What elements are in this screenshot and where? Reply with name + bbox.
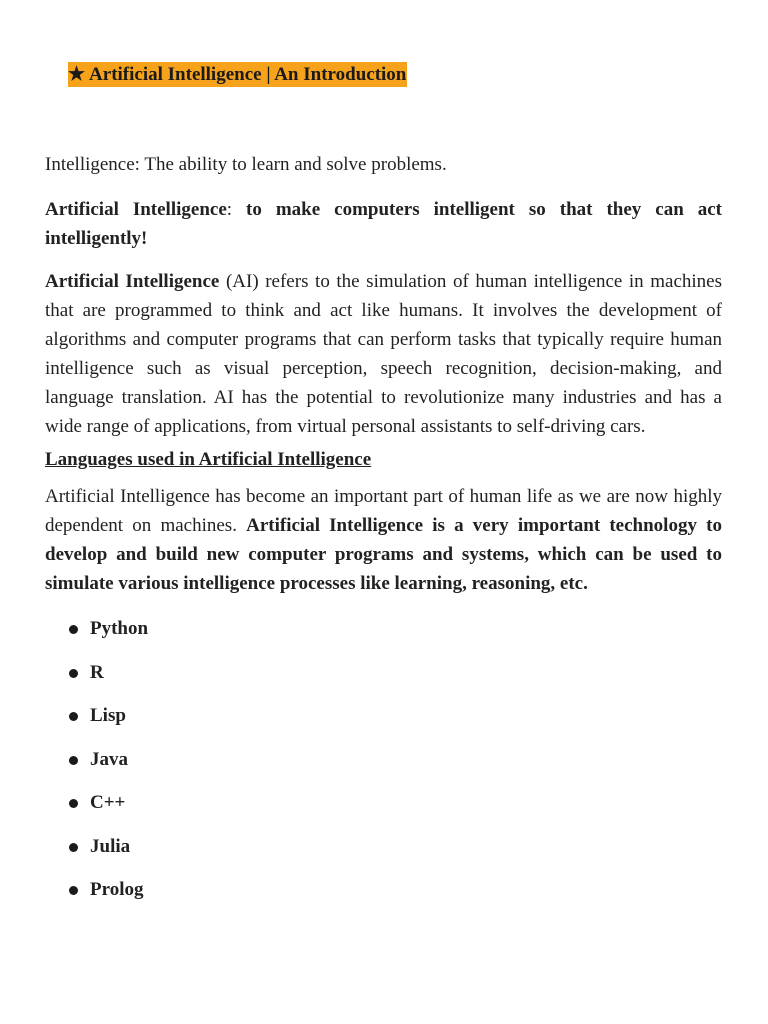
languages-heading: Languages used in Artificial Intelligence <box>45 449 372 470</box>
language-name: Julia <box>90 835 131 857</box>
document-body <box>45 150 722 919</box>
page-title <box>68 62 407 87</box>
list-item <box>45 701 722 745</box>
language-name: Python <box>90 618 149 639</box>
bullet-icon <box>69 669 78 678</box>
intelligence-definition: Intelligence: The ability to learn and solve problems. <box>45 154 447 175</box>
list-item <box>45 832 722 876</box>
bullet-icon <box>69 756 78 765</box>
title-block <box>68 62 407 87</box>
bullet-icon <box>69 886 78 895</box>
languages-intro-bold: Artificial Intelligence is a very important technology to develop and build new computer programs and systems, which can be used to simulate various intelligence processes like learning, reasoning, etc. <box>45 515 722 594</box>
ai-definition-text: to make computers intelligent so that they can act intelligently! <box>45 199 723 249</box>
languages-list <box>45 614 722 919</box>
page-title-text: Artificial Intelligence | An Introduction <box>89 64 407 85</box>
list-item <box>45 788 722 832</box>
bullet-icon <box>69 712 78 721</box>
list-item <box>45 658 722 702</box>
language-name: R <box>90 661 104 683</box>
ai-definition-term: Artificial Intelligence <box>45 199 227 220</box>
languages-intro <box>45 482 722 598</box>
bullet-icon <box>69 625 78 634</box>
list-item <box>45 614 722 658</box>
language-name: Java <box>90 748 128 770</box>
language-name: C++ <box>90 792 126 813</box>
list-item <box>45 875 722 919</box>
list-item <box>45 745 722 789</box>
ai-description-term: Artificial Intelligence <box>45 271 220 292</box>
bullet-icon <box>69 843 78 852</box>
language-name: Prolog <box>90 879 144 900</box>
ai-definition <box>45 195 722 253</box>
language-name: Lisp <box>90 705 126 726</box>
bullet-icon <box>69 799 78 808</box>
star-icon: ★ <box>68 64 86 85</box>
languages-intro-plain: Artificial Intelligence has become an important part of human life as we are now highly dependent on machines. <box>45 486 722 536</box>
ai-definition-separator: : <box>226 199 247 220</box>
ai-description <box>45 267 722 441</box>
ai-description-text: (AI) refers to the simulation of human intelligence in machines that are programmed to think and act like humans. It involves the development of algorithms and computer programs that can perform tasks that typically require human intelligence such as visual perception, speech recognition, decision-making, and language translation. AI has the potential to revolutionize many industries and has a wide range of applications, from virtual personal assistants to self-driving cars. <box>45 271 722 437</box>
